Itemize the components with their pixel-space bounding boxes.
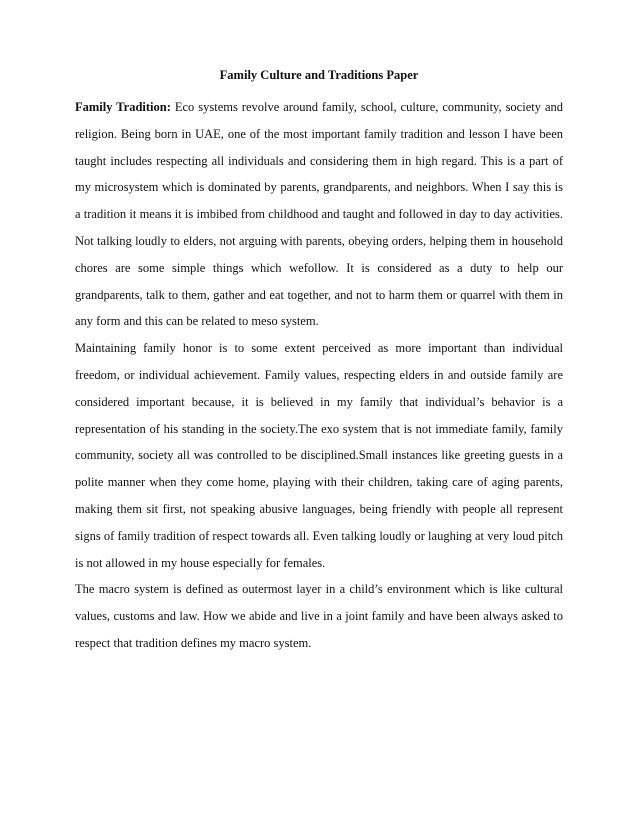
paragraph-family-tradition	[75, 94, 563, 335]
paragraph-family-honor	[75, 335, 563, 576]
document-title: Family Culture and Traditions Paper	[219, 68, 419, 82]
paragraph-lead-heading: Family Tradition:	[75, 100, 171, 114]
paragraph-text: Maintaining family honor is to some extent perceived as more important than individual freedom, or individual achievement. Family values, respecting elders in and outside family are considered important because, it is believed in my family that individual’s behavior is a representation of his standing in the society.The exo system that is not immediate family, family community, society all was controlled to be disciplined.Small instances like greeting guests in a polite manner when they come home, playing with their children, taking care of aging parents, making them sit first, not speaking abusive languages, being friendly with people all represent signs of family tradition of respect towards all. Even talking loudly or laughing at very loud pitch is not allowed in my house especially for females.	[75, 341, 563, 570]
paragraph-text: Eco systems revolve around family, school, culture, community, society and religion. Being born in UAE, one of the most important family tradition and lesson I have been taught includes respecting all individuals and considering them in high regard. This is a part of my microsystem which is dominated by parents, grandparents, and neighbors. When I say this is a tradition it means it is imbibed from childhood and taught and followed in day to day activities. Not talking loudly to elders, not arguing with parents, obeying orders, helping them in household chores are some simple things which wefollow. It is considered as a duty to help our grandparents, talk to them, gather and eat together, and not to harm them or quarrel with them in any form and this can be related to meso system.	[75, 100, 563, 329]
document-body	[75, 94, 563, 657]
paragraph-text: The macro system is defined as outermost layer in a child’s environment which is like cultural values, customs and law. How we abide and live in a joint family and have been always asked to respect that tradition defines my macro system.	[75, 582, 563, 650]
paragraph-macro-system	[75, 576, 563, 656]
